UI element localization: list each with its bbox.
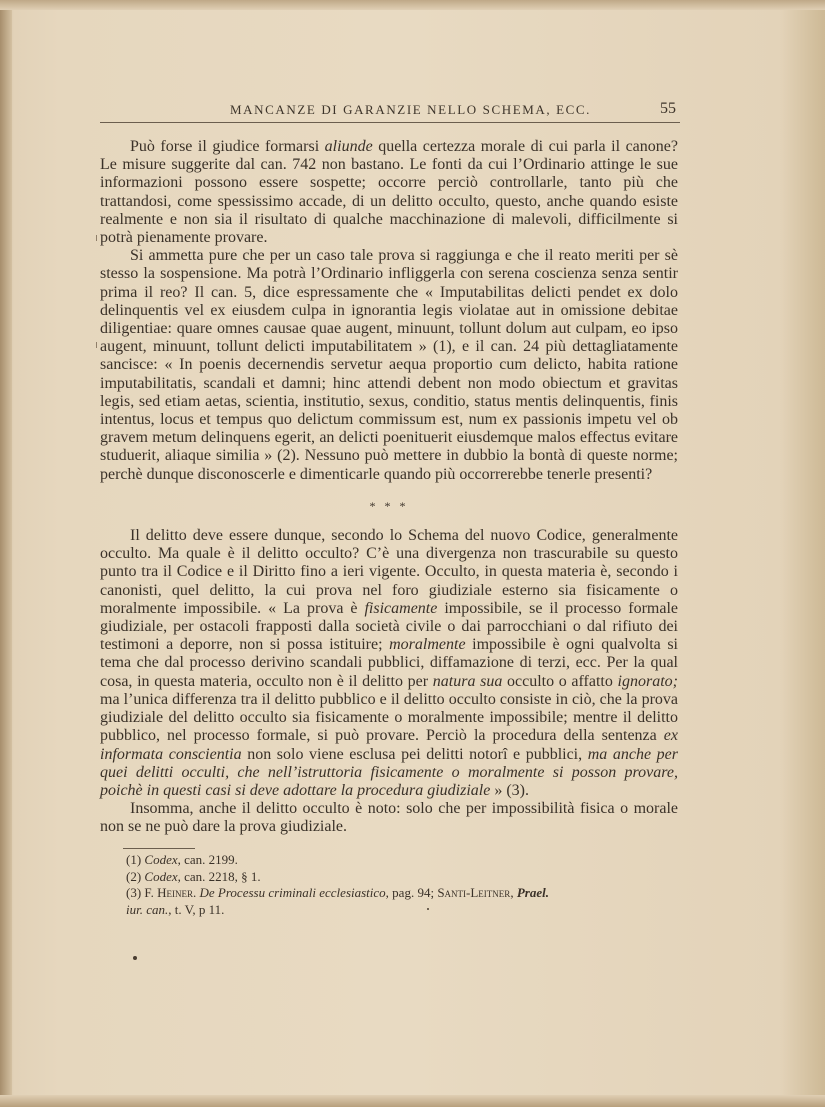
footnotes (126, 852, 678, 918)
running-header (100, 100, 680, 123)
margin-pencil-mark (96, 235, 97, 241)
text-run: Insomma, anche il delitto occulto è noto: solo che per impossibilità fisica o morale non se ne può dare la prova giudiziale. (100, 800, 678, 836)
footnote-1 (126, 852, 678, 869)
text-run: , can. 2218, § 1. (177, 868, 261, 884)
page-number: 55 (660, 100, 676, 117)
text-run: . (193, 885, 200, 900)
text-run: , pag. 94; (385, 885, 438, 900)
paragraph-3 (100, 527, 678, 800)
text-run: (2) (126, 868, 145, 884)
text-run: Si ammetta pure che per un caso tale prova si raggiunga e che il reato meriti per sè stesso la sospensione. Ma potrà l’Ordinario infliggerla con serena coscienza senza sentir prima il reo? Il can. 5, dice espressamente che « Imputabilitas delicti pendet ex dolo delinquentis vel ex eiusdem culpa in ignorantia legis violatae aut in omissione debitae diligentiae: quare omnes causae quae augent, minuunt, tollunt dolum aut culpam, eo ipso augent, minuunt, tollunt delicti imputabilitatem » (1), e il can. 24 più dettagliatamente sancisce: « In poenis decernendis servetur aequa proportio cum delicto, habita ratione imputabilitatis, scandali et damni; hinc attendi debent non modo obiectum et gravitas legis, sed etiam aetas, scientia, institutio, sexus, conditio, status mentis delinquentis, finis intentus, locus et tempus quo delictum commissum est, num ex passionis impetu vel ob gravem metum delinquens egerit, an delicti poenituerit eiusdemque malos effectus evitare studuerit, aliaque similia » (2). Nessuno può mettere in dubbio la bontà di queste norme; perchè dunque disconoscerle e dimenticarle quando più occorrerebbe tenerle presenti? (100, 247, 678, 483)
small-caps-name: Heiner (157, 885, 193, 900)
paragraph-4 (100, 800, 678, 836)
text-run: impossibile, se il processo formale giudiziale, per ostacoli frapposti dalla società civile o dai parrocchiani o dal rifiuto dei testimoni a deporre, non si possa istituire; (100, 599, 678, 654)
italic-text: ex informata conscientia (100, 727, 678, 763)
paper-speck (133, 956, 137, 960)
text-run: impossibile è ogni qualvolta si tema che dal processo derivino scandali pubblici, diffamazione di terzi, ecc. Per la qual cosa, in questa materia, occulto non è il delitto per (100, 636, 678, 690)
footnote-3 (126, 885, 678, 902)
text-run: , can. 2199. (177, 852, 238, 867)
text-run: non solo viene esclusa pei delitti notorî e pubblici, (241, 745, 588, 763)
text-run: occulto o affatto (502, 672, 618, 690)
footnote-3-continued (126, 902, 678, 919)
italic-text: aliunde (324, 138, 373, 155)
italic-text: natura sua (432, 672, 503, 690)
paper-speck (427, 908, 429, 910)
text-run: (1) (126, 852, 145, 867)
text-run: Può forse il giudice formarsi (130, 138, 325, 155)
paragraph-2 (100, 247, 678, 484)
page-top-edge (0, 0, 825, 10)
page-bottom-edge (0, 1095, 825, 1107)
text-run: (3) F. (126, 885, 158, 900)
italic-text: Codex (144, 868, 178, 884)
italic-text: ma anche per quei delitti occulti, che nell’istruttoria fisicamente o moralmente si posson provare, poichè in questi casi si deve adottare la procedura giudiziale (100, 745, 679, 799)
italic-text: Codex (144, 852, 178, 867)
italic-text: iur. can. (126, 901, 169, 917)
italic-text: Prael. (516, 885, 549, 900)
section-break-asterisks: * * * (369, 498, 409, 513)
paragraph-1 (100, 138, 678, 247)
running-head-title: MANCANZE DI GARANZIE NELLO SCHEMA, ECC. (230, 102, 592, 117)
text-run: , (510, 885, 517, 900)
footnote-2 (126, 869, 678, 886)
text-run: quella certezza morale di cui parla il canone? Le misure suggerite dal can. 742 non bastano. Le fonti da cui l’Ordinario attinge le sue informazioni possono essere sospette; occorre perciò controllarle, tanto più che trattandosi, come spessissimo accade, di un delitto occulto, questo, anche quando esiste realmente e non sia il risultato di qualche macchinazione di malevoli, difficilmente si potrà pienamente provare. (100, 138, 678, 247)
italic-text: De Processu criminali ecclesiastico (199, 885, 386, 900)
footnote-separator (123, 848, 195, 849)
text-run: , t. V, p 11. (168, 901, 225, 917)
text-run: » (3). (490, 781, 529, 799)
body-text (100, 138, 678, 837)
page-gutter (0, 0, 12, 1107)
text-run: Il delitto deve essere dunque, secondo lo Schema del nuovo Codice, generalmente occulto. Ma quale è il delitto occulto? C’è una divergenza non trascurabile su questo punto tra il Codice e il Diritto fino a ieri vigente. Occulto, in questa materia è, secondo i canonisti, quel delitto, la cui prova nel foro giudiziale esterno sia fisicamente o moralmente impossibile. « La prova è (100, 527, 678, 617)
italic-text: moralmente (389, 636, 466, 654)
small-caps-name: Santi-Leitner (437, 885, 511, 900)
margin-pencil-mark (96, 342, 97, 348)
text-run: ma l’unica differenza tra il delitto pubblico e il delitto occulto consiste in ciò, che la prova giudiziale del delitto occulto sia fisicamente o moralmente impossibile; mentre il delitto pubblico, nel processo formale, si può provare. Perciò la procedura della sentenza (100, 690, 678, 745)
italic-text: fisicamente (364, 599, 438, 617)
italic-text: ignorato; (617, 672, 678, 690)
